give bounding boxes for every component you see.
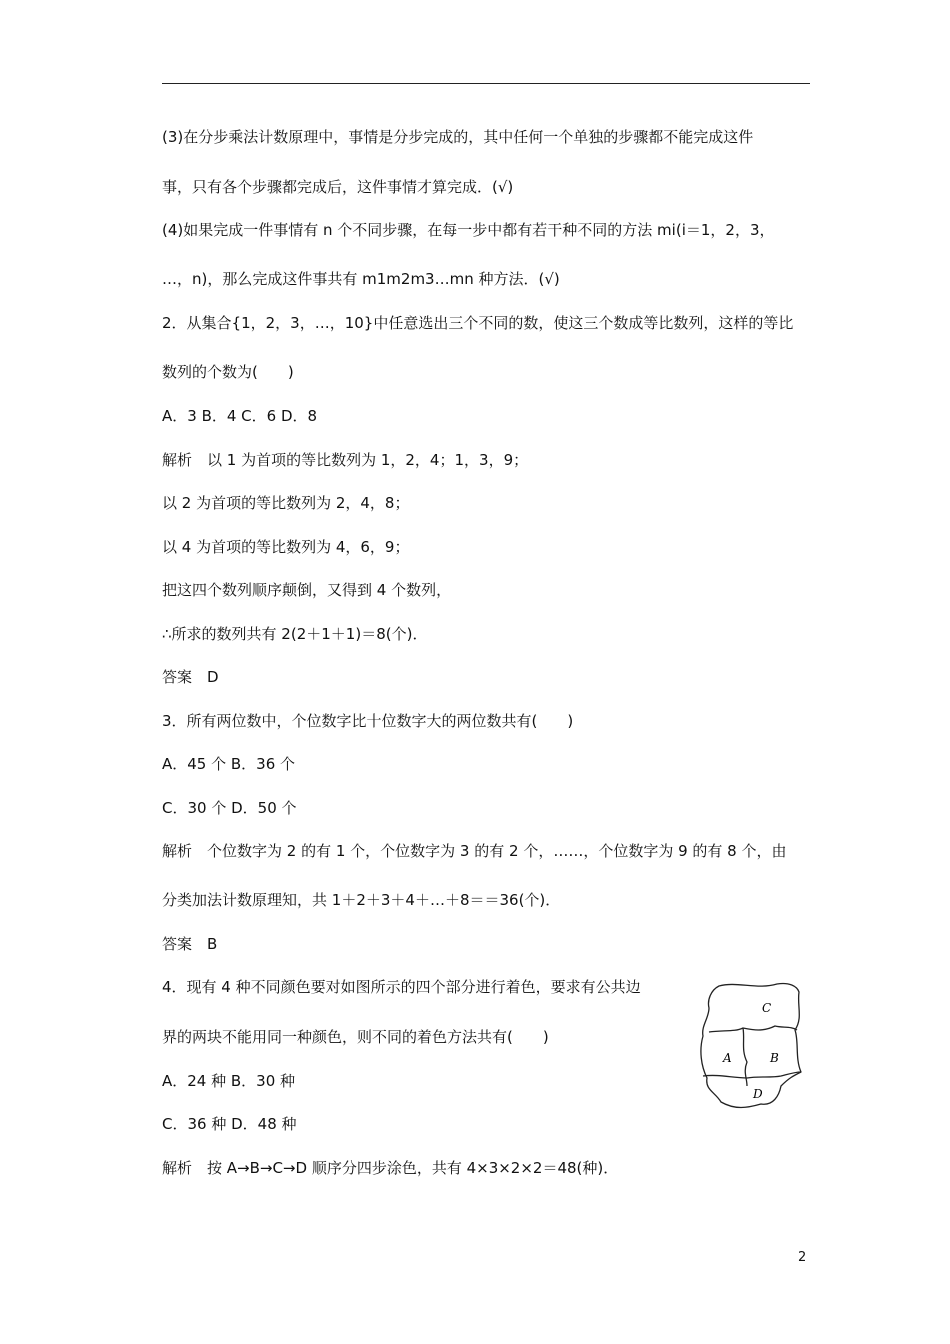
text-line: 分类加法计数原理知，共 1＋2＋3＋4＋…＋8＝＝36(个)． <box>162 891 561 909</box>
text-line: 事，只有各个步骤都完成后，这件事情才算完成．(√) <box>162 178 514 196</box>
region-map-drawing <box>697 978 805 1112</box>
text-line: …，n)，那么完成这件事共有 m1m2m3…mn 种方法．(√) <box>162 270 560 288</box>
answer-line: 答案 B <box>162 935 218 953</box>
header-rule <box>162 83 810 84</box>
question-3-stem: 3．所有两位数中，个位数字比十位数字大的两位数共有( ) <box>162 712 574 730</box>
region-label-a: A <box>723 1051 732 1065</box>
question-2-stem: 2．从集合{1，2，3，…，10}中任意选出三个不同的数，使这三个数成等比数列，这样的等比 <box>162 314 794 332</box>
analysis-label: 解析 个位数字为 2 的有 1 个，个位数字为 3 的有 2 个，……，个位数字为 9 的有 8 个，由 <box>162 842 787 860</box>
question-4-options: C．36 种 D．48 种 <box>162 1115 297 1133</box>
analysis-label: 解析 以 1 为首项的等比数列为 1，2，4；1，3，9； <box>162 451 529 469</box>
question-3-options: A．45 个 B．36 个 <box>162 755 296 773</box>
answer-line: 答案 D <box>162 668 219 686</box>
question-3-options: C．30 个 D．50 个 <box>162 799 297 817</box>
text-line: (4)如果完成一件事情有 n 个不同步骤，在每一步中都有若干种不同的方法 mi(i＝1，2，3， <box>162 221 775 239</box>
text-line: (3)在分步乘法计数原理中，事情是分步完成的，其中任何一个单独的步骤都不能完成这件 <box>162 128 754 146</box>
text-line: 把这四个数列顺序颠倒，又得到 4 个数列， <box>162 581 452 599</box>
region-map-figure <box>697 978 805 1112</box>
text-line: 以 4 为首项的等比数列为 4，6，9； <box>162 538 410 556</box>
text-line: 以 2 为首项的等比数列为 2，4，8； <box>162 494 410 512</box>
question-4-options: A．24 种 B．30 种 <box>162 1072 296 1090</box>
text-line: ∴所求的数列共有 2(2＋1＋1)＝8(个)． <box>162 625 428 643</box>
page-number: 2 <box>798 1250 807 1265</box>
analysis-label: 解析 按 A→B→C→D 顺序分四步涂色，共有 4×3×2×2＝48(种)． <box>162 1159 619 1177</box>
question-4-stem: 4．现有 4 种不同颜色要对如图所示的四个部分进行着色，要求有公共边 <box>162 978 641 996</box>
question-2-options: A．3 B．4 C．6 D．8 <box>162 407 318 425</box>
text-line: 数列的个数为( ) <box>162 363 294 381</box>
region-label-d: D <box>753 1087 763 1101</box>
region-label-b: B <box>770 1051 779 1065</box>
text-line: 界的两块不能用同一种颜色，则不同的着色方法共有( ) <box>162 1028 549 1046</box>
region-label-c: C <box>762 1001 772 1015</box>
